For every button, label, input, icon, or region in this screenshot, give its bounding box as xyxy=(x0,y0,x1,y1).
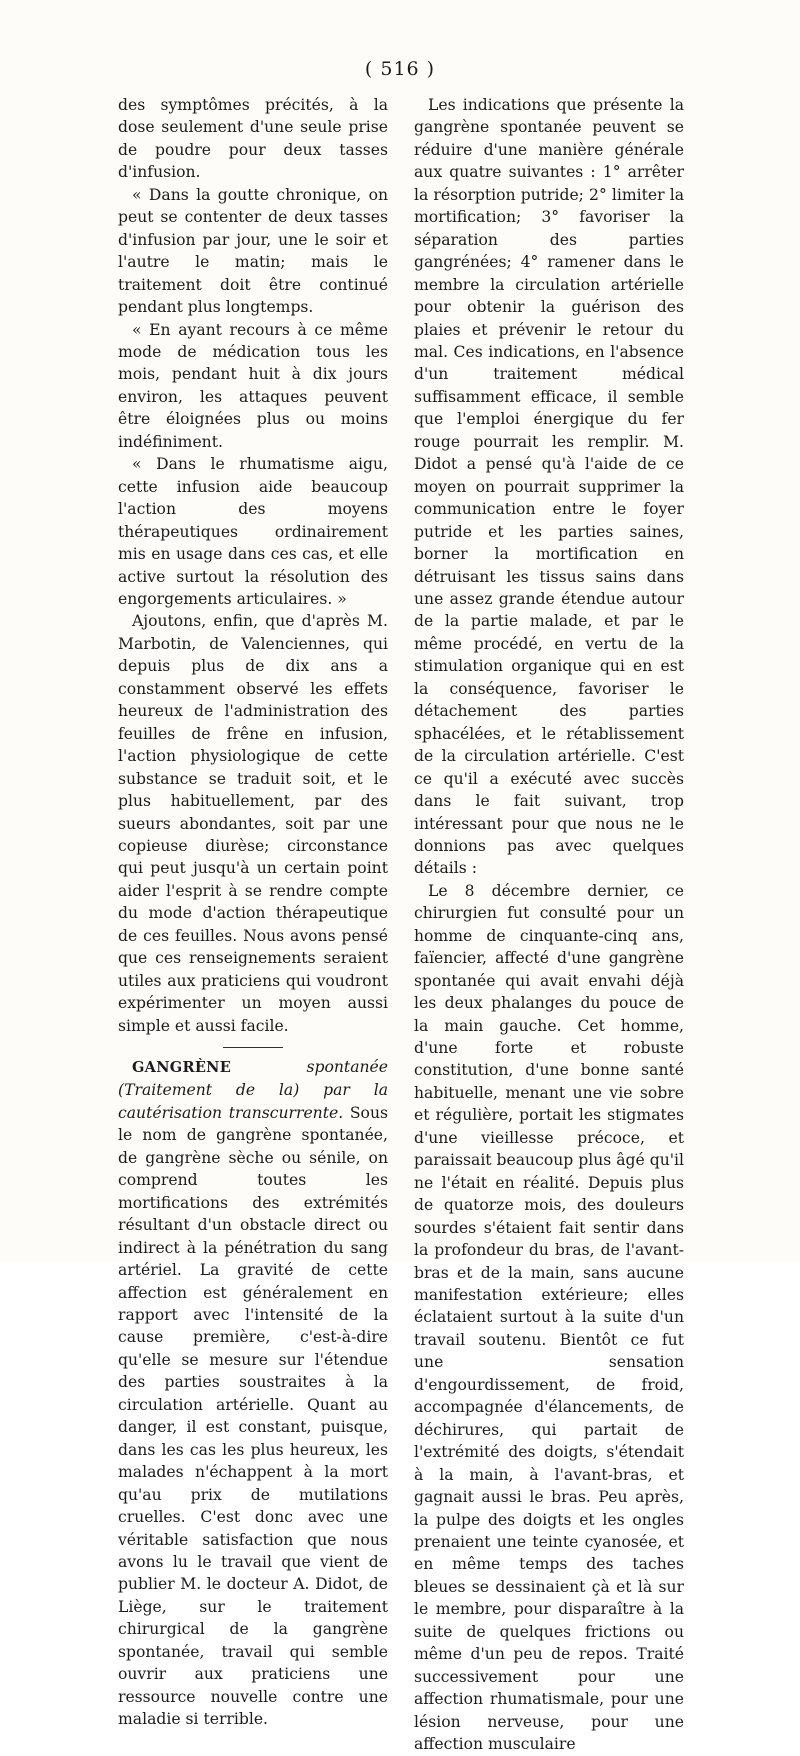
section-title: spontanée (Traitement de la) par la cautérisation transcurrente. xyxy=(118,1058,388,1122)
left-paragraph-2: « Dans la goutte chronique, on peut se contenter de deux tasses d'infusion par jour, une le soir et l'autre le matin; mais le traitement doit être continué pendant plus longtemps. xyxy=(118,185,388,317)
left-paragraph-5: Ajoutons, enfin, que d'après M. Marbotin, de Valenciennes, qui depuis plus de dix ans a constamment observé les effets heureux de l'administration des feuilles de frêne en infusion, l'action physiologique de cette substance se traduit soit, et le plus habituellement, par des sueurs abondantes, soit par une copieuse diurèse; circonstance qui peut jusqu'à un certain point aider l'esprit à se rendre compte du mode d'action thérapeutique de ces feuilles. Nous avons pensé que ces renseignements seraient utiles aux praticiens qui voudront expérimenter un moyen aussi simple et aussi facile. xyxy=(118,612,388,1035)
left-paragraph-6 xyxy=(118,1056,388,1731)
right-paragraph-2: Le 8 décembre dernier, ce chirurgien fut consulté pour un homme de cinquante-cinq ans, faïencier, affecté d'une gangrène spontanée qui avait envahi déjà les deux phalanges du pouce de la main gauche. Cet homme, d'une forte et robuste constitution, d'une bonne santé habituelle, menant une vie sobre et régulière, portait les stigmates d'une vieillesse précoce, et paraissait beaucoup plus âgé qu'il ne l'était en réalité. Depuis plus de quatorze mois, des douleurs sourdes s'étaient fait sentir dans la profondeur du bras, de l'avant-bras et de la main, sans aucune manifestation extérieure; elles éclataient surtout à la suite d'un travail soutenu. Bientôt ce fut une sensation d'engourdissement, de froid, accompagnée d'élancements, de déchirures, qui partait de l'extrémité des doigts, s'étendait à la main, à l'avant-bras, et gagnait aussi le bras. Peu après, la pulpe des doigts et les ongles prenaient une teinte cyanosée, et en même temps des taches bleues se dessinaient çà et là sur le membre, pour disparaître à la suite de quelques frictions ou même d'un peu de repos. Traité successivement pour une affection rhumatismale, pour une lésion nerveuse, pour une affection musculaire xyxy=(414,881,684,1754)
left-column xyxy=(118,94,388,1731)
page-number: ( 516 ) xyxy=(364,58,436,80)
right-paragraph-1: Les indications que présente la gangrène spontanée peuvent se réduire d'une manière générale aux quatre suivantes : 1° arrêter la résorption putride; 2° limiter la mortification; 3° favoriser la séparation des parties gangrénées; 4° ramener dans le membre la circulation artérielle pour obtenir la guérison des plaies et prévenir le retour du mal. Ces indications, en l'absence d'un traitement médical suffisamment efficace, il semble que l'emploi énergique du fer rouge pourrait les remplir. M. Didot a pensé qu'à l'aide de ce moyen on pourrait supprimer la communication entre le foyer putride et les parties saines, borner la mortification en détruisant les tissus sains dans une assez grande étendue autour de la partie malade, et par le même procédé, en vertu de la stimulation organique qui en est la conséquence, favoriser le détachement des parties sphacélées, et le rétablissement de la circulation artérielle. C'est ce qu'il a exécuté avec succès dans le fait suivant, trop intéressant pour que nous ne le donnions pas avec quelques détails : xyxy=(414,96,684,878)
section-divider xyxy=(223,1047,283,1048)
section-term: GANGRÈNE xyxy=(132,1059,232,1077)
left-paragraph-3: « En ayant recours à ce même mode de médication tous les mois, pendant huit à dix jours environ, les attaques peuvent être éloignées plus ou moins indéfiniment. xyxy=(118,320,388,451)
left-paragraph-1: des symptômes précités, à la dose seulement d'une seule prise de poudre pour deux tasses d'infusion. xyxy=(118,96,388,182)
left-paragraph-4: « Dans le rhumatisme aigu, cette infusion aide beaucoup l'action des moyens thérapeutiques ordinairement mis en usage dans ces cas, et elle active surtout la résolution des engorgements articulaires. » xyxy=(118,455,388,608)
right-column xyxy=(414,94,684,1756)
section-body: Sous le nom de gangrène spontanée, de gangrène sèche ou sénile, on comprend toutes les mortifications des extrémités résultant d'un obstacle direct ou indirect à la pénétration du sang artériel. La gravité de cette affection est généralement en rapport avec l'intensité de la cause première, c'est-à-dire qu'elle se mesure sur l'étendue des parties soustraites à la circulation artérielle. Quant au danger, il est constant, puisque, dans les cas les plus heureux, les malades n'échappent à la mort qu'au prix de mutilations cruelles. C'est donc avec une véritable satisfaction que nous avons lu le travail que vient de publier M. le docteur A. Didot, de Liège, sur le traitement chirurgical de la gangrène spontanée, travail qui semble ouvrir aux praticiens une ressource nouvelle contre une maladie si terrible. xyxy=(118,1103,388,1729)
